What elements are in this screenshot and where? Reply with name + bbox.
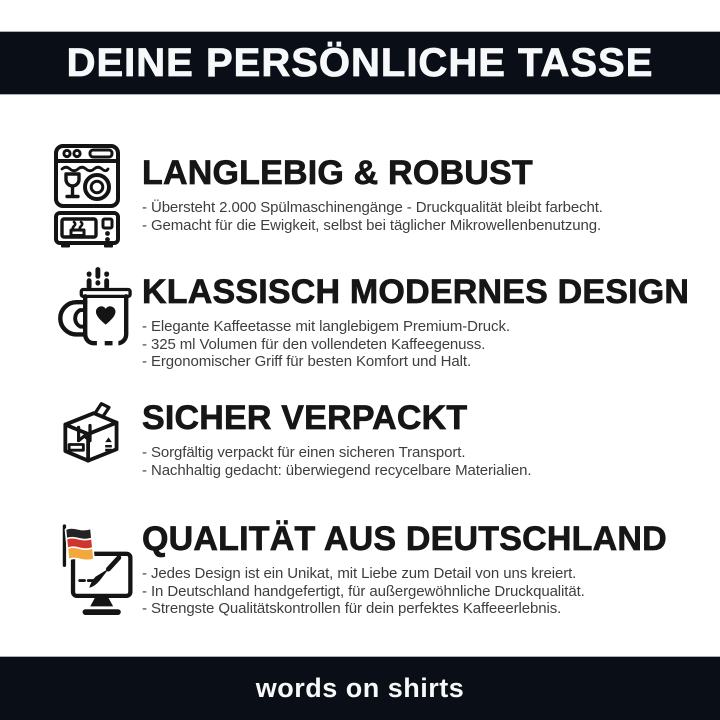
feature-section-packaging [52,398,692,479]
bullet-line: - Elegante Kaffeetasse mit langlebigem Premium-Druck. [142,318,510,336]
bullet-line: - Strengste Qualitätskontrollen für dein perfektes Kaffeeerlebnis. [142,600,562,618]
bullet-line: - Nachhaltig gedacht: überwiegend recycelbare Materialien. [142,461,532,479]
feature-title-design: KLASSISCH MODERNES DESIGN [142,273,690,311]
header-banner [0,31,720,95]
bullet-line: - 325 ml Volumen für den vollendeten Kaffeegenuss. [142,335,486,353]
feature-section-quality [52,521,692,621]
bullet-line: - Ergonomischer Griff für besten Komfort und Halt. [142,353,472,371]
footer-banner [0,656,720,720]
page-title: DEINE PERSÖNLICHE TASSE [66,40,654,85]
bullet-line: - Jedes Design ist ein Unikat, mit Liebe zum Detail von uns kreiert. [142,565,577,583]
feature-bullets [142,565,692,618]
shipping-box-icon [52,398,142,479]
bullet-line: - Gemacht für die Ewigkeit, selbst bei täglicher Mikrowellenbenutzung. [142,216,602,234]
germany-flag-monitor-icon [52,521,142,621]
feature-title-durability: LANGLEBIG & ROBUST [142,154,533,192]
mug-heart-steam-icon [52,266,142,371]
dishwasher-microwave-icon [52,143,142,249]
brand-name: words on shirts [255,673,465,703]
feature-title-packaging: SICHER VERPACKT [142,399,468,437]
feature-title-quality: QUALITÄT AUS DEUTSCHLAND [142,520,667,558]
feature-section-durability [52,143,692,249]
feature-section-design [52,266,692,371]
bullet-line: - Übersteht 2.000 Spülmaschinengänge - Druckqualität bleibt farbecht. [142,199,603,217]
bullet-line: - In Deutschland handgefertigt, für außergewöhnliche Druckqualität. [142,582,585,600]
bullet-line: - Sorgfältig verpackt für einen sicheren Transport. [142,444,466,462]
feature-bullets [142,199,692,234]
feature-bullets [142,444,692,479]
feature-bullets [142,318,692,371]
